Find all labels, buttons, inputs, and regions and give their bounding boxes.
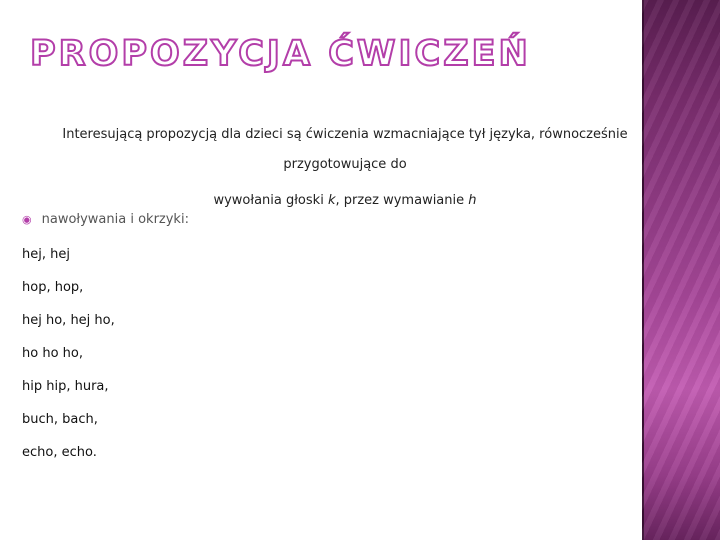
- list-item: hop, hop,: [22, 280, 84, 295]
- intro-line-3-text: wywołania głoski: [213, 193, 328, 208]
- slide-title: PROPOZYCJA ĆWICZEŃ: [30, 34, 531, 74]
- exclamations-list: [22, 244, 115, 475]
- list-item: hip hip, hura,: [22, 379, 109, 394]
- bullet-item: [22, 212, 189, 227]
- intro-line-2: przygotowujące do: [283, 157, 407, 172]
- list-item: ho ho ho,: [22, 346, 83, 361]
- list-item: hej, hej: [22, 247, 70, 262]
- decorative-side-band: [642, 0, 720, 540]
- intro-line-3-mid: , przez wymawianie: [335, 193, 469, 208]
- list-item: echo, echo.: [22, 445, 97, 460]
- letter-k: k: [327, 193, 336, 208]
- intro-line-1: Interesującą propozycją dla dzieci są ćwiczenia wzmacniające tył języka, równocześnie: [62, 127, 628, 142]
- list-item: hej ho, hej ho,: [22, 313, 115, 328]
- list-item: buch, bach,: [22, 412, 98, 427]
- intro-paragraph: [30, 120, 660, 216]
- target-bullet-icon: ◉: [22, 213, 32, 226]
- letter-h: h: [468, 193, 477, 208]
- bullet-text: nawoływania i okrzyki:: [41, 212, 189, 227]
